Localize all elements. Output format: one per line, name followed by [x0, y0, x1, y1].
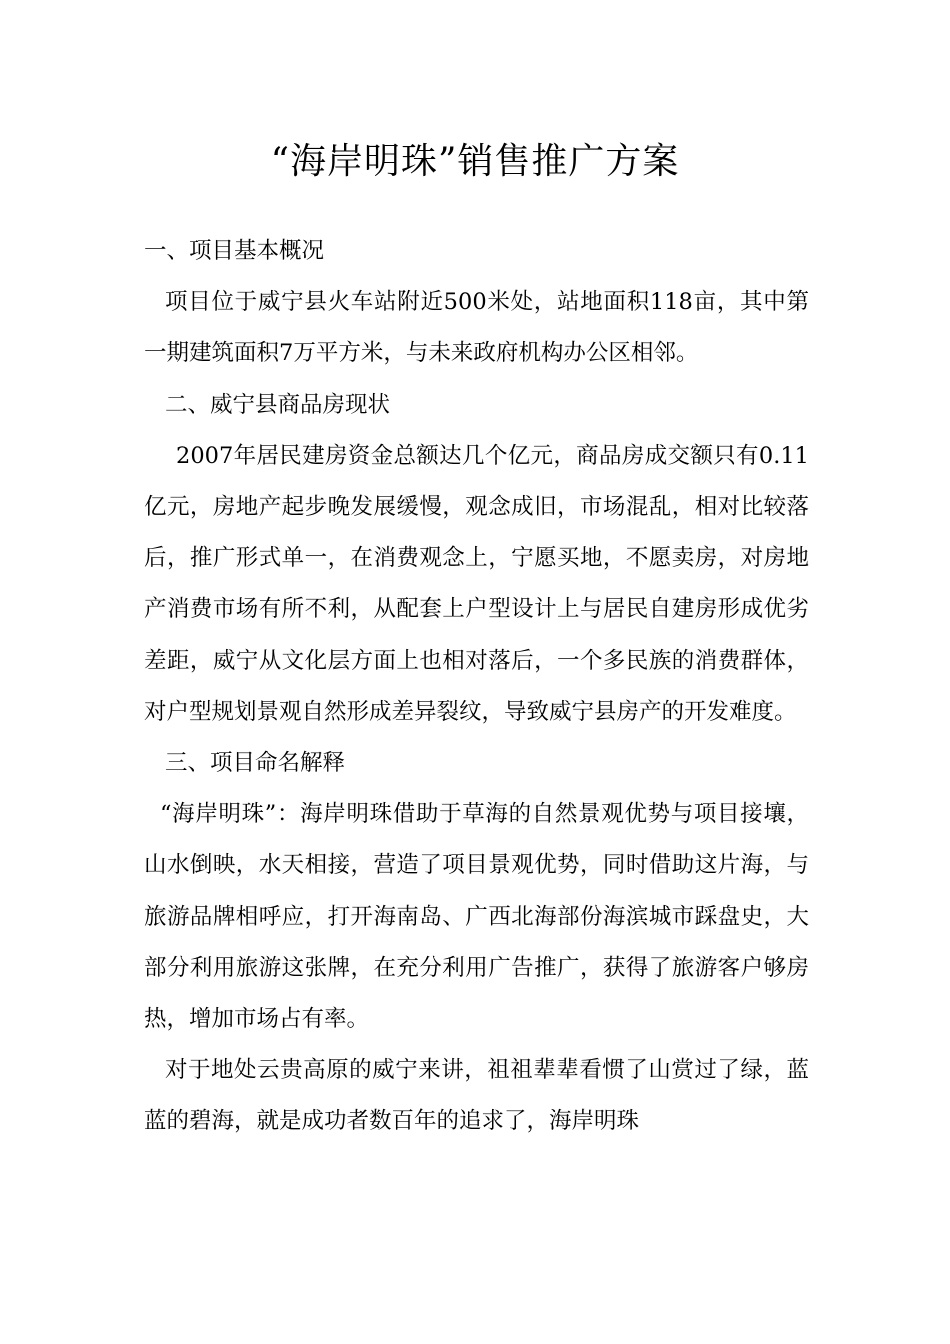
paragraph-naming-explanation: “海岸明珠”：海岸明珠借助于草海的自然景观优势与项目接壤，山水倒映，水天相接，营造了项目景观优势，同时借助这片海，与旅游品牌相呼应，打开海南岛、广西北海部份海滨城市踩盘史，大部分利用旅游这张牌，在充分利用广告推广，获得了旅游客户够房热，增加市场占有率。 [144, 801, 809, 1033]
section-heading-project-overview: 一、项目基本概况 [144, 238, 325, 264]
section-heading-project-naming: 三、项目命名解释 [165, 750, 346, 777]
document-body [144, 226, 809, 1148]
paragraph-project-location: 项目位于威宁县火车站附近500米处，站地面积118亩，其中第一期建筑面积7万平方米，与未来政府机构办公区相邻。 [144, 289, 809, 367]
paragraph-weining-perspective: 对于地处云贵高原的威宁来讲，祖祖辈辈看惯了山赏过了绿，蓝蓝的碧海，就是成功者数百年的追求了，海岸明珠 [144, 1057, 809, 1135]
section-heading-housing-status: 二、威宁县商品房现状 [165, 391, 391, 418]
document-title: “海岸明珠”销售推广方案 [270, 141, 680, 182]
paragraph-housing-status: 2007年居民建房资金总额达几个亿元，商品房成交额只有0.11亿元，房地产起步晚发展缓慢，观念成旧，市场混乱，相对比较落后，推广形式单一，在消费观念上，宁愿买地，不愿卖房，对房地产消费市场有所不利，从配套上户型设计上与居民自建房形成优劣差距，威宁从文化层方面上也相对落后，一个多民族的消费群体，对户型规划景观自然形成差异裂纹，导致威宁县房产的开发难度。 [144, 442, 809, 725]
